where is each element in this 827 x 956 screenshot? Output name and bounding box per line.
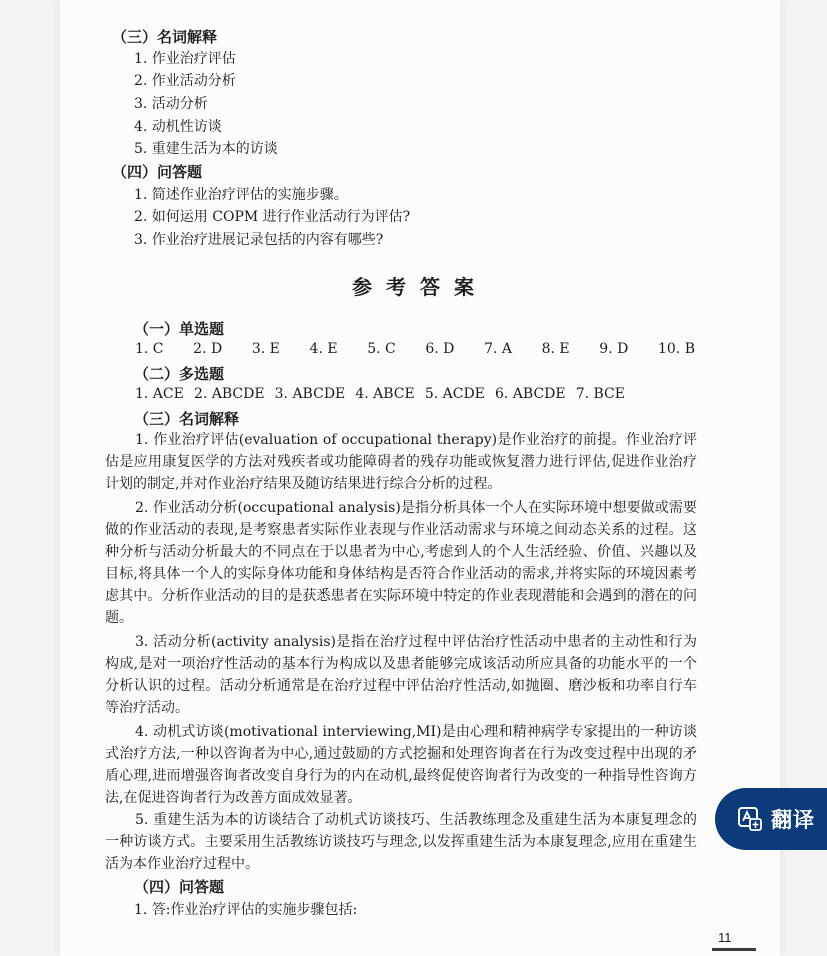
- answer-item: 3. ABCDE: [274, 386, 346, 402]
- answer-item: 2. ABCDE: [193, 386, 265, 402]
- answer-item: 1. ACE: [135, 386, 184, 402]
- answer-item: 9. D: [599, 341, 629, 357]
- answer-item: 4. E: [309, 341, 338, 357]
- answer-item: 4. ABCE: [355, 386, 415, 402]
- section-heading-terms: （三）名词解释: [112, 28, 218, 46]
- answer-item: 6. ABCDE: [494, 386, 566, 402]
- term-item: 1. 作业治疗评估: [134, 51, 236, 67]
- question-item: 3. 作业治疗进展记录包括的内容有哪些?: [134, 232, 384, 248]
- answers-single-heading: （一）单选题: [134, 320, 225, 338]
- answer-item: 7. BCE: [575, 386, 625, 402]
- answer-paragraph: 3. 活动分析(activity analysis)是指在治疗过程中评估治疗性活动中患者的主动性和行为构成,是对一项治疗性活动的基本行为构成以及患者能够完成该活动所应具备的功能水平的一个分析认识的过程。活动分析通常是在治疗过程中评估治疗性活动,如抛圈、磨沙板和功率自行车等治疗活动。: [105, 634, 697, 716]
- answer-item: 6. D: [425, 341, 455, 357]
- term-item: 3. 活动分析: [134, 96, 208, 112]
- answer-paragraph: 5. 重建生活为本的访谈结合了动机式访谈技巧、生活教练理念及重建生活为本康复理念的一种访谈方式。主要采用生活教练访谈技巧与理念,以发挥重建生活为本康复理念,应用在重建生活为本作业治疗过程中。: [105, 812, 697, 872]
- answer-paragraph: 2. 作业活动分析(occupational analysis)是指分析具体一个人在实际环境中想要做或需要做的作业活动的表现,是考察患者实际作业表现与作业活动需求与环境之间动态关系的过程。这种分析与活动分析最大的不同点在于以患者为中心,考虑到人的个人生活经验、价值、兴趣以及目标,将具体一个人的实际身体功能和身体结构是否符合作业活动的需求,并将实际的环境因素考虑其中。分析作业活动的目的是获悉患者在实际环境中特定的作业表现潜能和会遇到的潜在的问题。: [105, 500, 697, 626]
- answer-item: 5. C: [367, 341, 396, 357]
- page-number: 11: [718, 930, 732, 945]
- answers-terms-heading: （三）名词解释: [134, 410, 240, 428]
- answer-item: 1. C: [135, 341, 164, 357]
- answer-item: 2. D: [193, 341, 223, 357]
- term-item: 2. 作业活动分析: [134, 73, 236, 89]
- single-choice-answer-row: [135, 341, 695, 357]
- answer-qa-line: 1. 答:作业治疗评估的实施步骤包括:: [134, 902, 358, 918]
- multi-choice-answer-row: [135, 386, 625, 402]
- answer-paragraph: 4. 动机式访谈(motivational interviewing,MI)是由心理和精神病学专家提出的一种访谈式治疗方法,一种以咨询者为中心,通过鼓励的方式挖掘和处理咨询者在行为改变过程中出现的矛盾心理,进而增强咨询者改变自身行为的内在动机,最终促使咨询者行为改变的一种指导性咨询方法,在促进咨询者行为改善方面成效显著。: [105, 724, 697, 806]
- question-item: 1. 简述作业治疗评估的实施步骤。: [134, 187, 348, 203]
- question-item: 2. 如何运用 COPM 进行作业活动行为评估?: [134, 209, 411, 225]
- answer-item: 8. E: [541, 341, 570, 357]
- translate-icon: [737, 806, 763, 832]
- answer-item: 3. E: [251, 341, 280, 357]
- section-heading-questions: （四）问答题: [112, 163, 203, 181]
- answer-item: 7. A: [484, 341, 512, 357]
- answers-qa-heading: （四）问答题: [134, 878, 225, 896]
- page-number-rule: [712, 948, 756, 951]
- translate-label: 翻译: [771, 808, 815, 832]
- term-item: 4. 动机性访谈: [134, 119, 222, 135]
- answers-title: 参考答案: [352, 275, 488, 299]
- answer-paragraph: 1. 作业治疗评估(evaluation of occupational therapy)是作业治疗的前提。作业治疗评估是应用康复医学的方法对残疾者或功能障碍者的残存功能或恢复潜力进行评估,促进作业治疗计划的制定,并对作业治疗结果及随访结果进行综合分析的过程。: [105, 432, 697, 492]
- term-item: 5. 重建生活为本的访谈: [134, 141, 278, 157]
- answer-item: 5. ACDE: [424, 386, 485, 402]
- answers-multi-heading: （二）多选题: [134, 365, 225, 383]
- translate-button[interactable]: [715, 788, 827, 850]
- answer-item: 10. B: [657, 341, 695, 357]
